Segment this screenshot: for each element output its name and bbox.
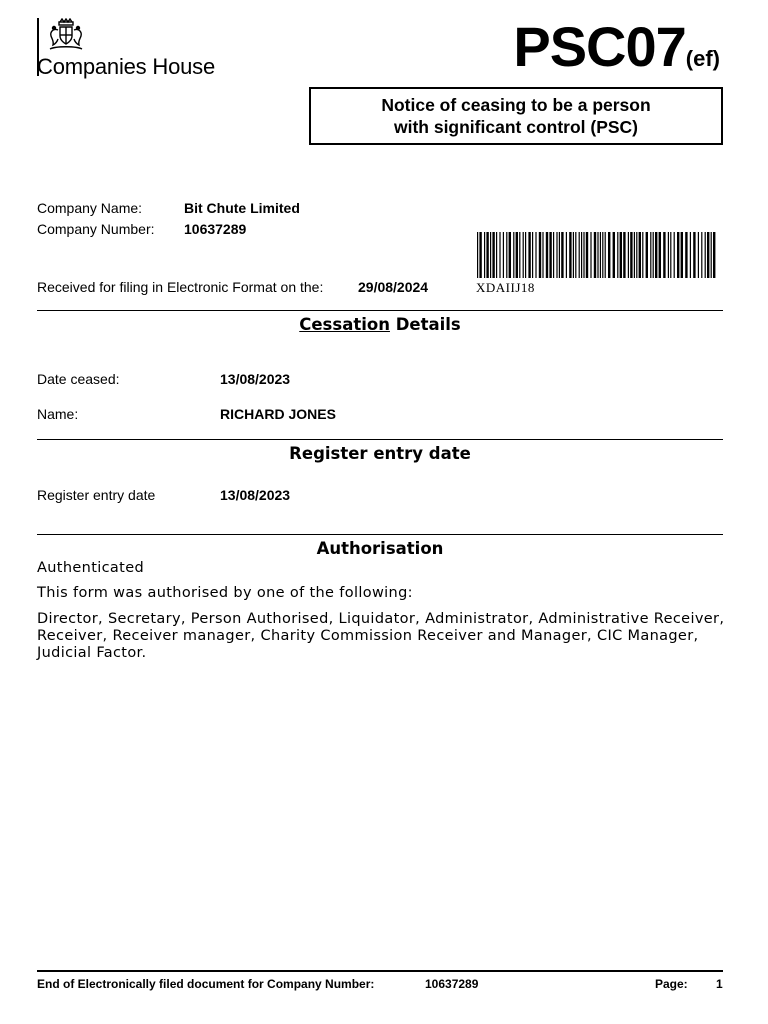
barcode-bar <box>546 232 548 278</box>
barcode-bar <box>646 232 648 278</box>
register-entry-value: 13/08/2023 <box>220 487 291 503</box>
barcode-bar <box>569 232 571 278</box>
company-number-label: Company Number: <box>37 221 155 237</box>
barcode-bar <box>620 232 622 278</box>
barcode-bar <box>639 232 641 278</box>
barcode-bar <box>535 232 536 278</box>
barcode-bar <box>486 232 488 278</box>
barcode-bar <box>528 232 530 278</box>
barcode-bar <box>711 232 712 278</box>
form-title-line1: Notice of ceasing to be a person <box>381 95 651 115</box>
company-number-value: 10637289 <box>184 221 247 237</box>
barcode-bar <box>602 232 603 278</box>
barcode-bar <box>509 232 511 278</box>
barcode-bar <box>525 232 526 278</box>
barcode-bar <box>579 232 580 278</box>
register-entry-label: Register entry date <box>37 487 156 503</box>
cessation-heading-underlined: Cessation <box>299 315 390 334</box>
barcode-bar <box>519 232 520 278</box>
barcode-bar <box>617 232 618 278</box>
form-code-main: PSC07 <box>513 15 686 78</box>
barcode-bar <box>581 232 582 278</box>
authorisation-status: Authenticated <box>37 560 145 576</box>
barcode-bar <box>506 232 507 278</box>
company-name-label: Company Name: <box>37 200 143 216</box>
section-divider <box>37 534 723 535</box>
barcode-bar <box>650 232 651 278</box>
barcode-bar <box>600 232 601 278</box>
psc-name-label: Name: <box>37 406 79 422</box>
barcode-bar <box>642 232 643 278</box>
form-title <box>381 94 650 138</box>
barcode-bar <box>597 232 598 278</box>
form-title-box <box>309 87 723 145</box>
organisation-name: Companies House <box>37 54 215 79</box>
barcode-bar <box>605 232 606 278</box>
received-date: 29/08/2024 <box>358 279 429 295</box>
authorisation-roles-line1: Director, Secretary, Person Authorised, Liquidator, Administrator, Administrative Receiver, <box>37 611 725 627</box>
barcode-bar <box>542 232 543 278</box>
form-title-line2: with significant control (PSC) <box>393 117 639 137</box>
barcode-bar <box>707 232 709 278</box>
barcode-bar <box>549 232 551 278</box>
barcode-bar <box>590 232 591 278</box>
company-name-value: Bit Chute Limited <box>184 200 300 216</box>
cessation-heading <box>37 315 723 334</box>
footer-divider <box>37 970 723 972</box>
barcode-bar <box>516 232 518 278</box>
barcode-bar <box>553 232 554 278</box>
barcode-bar <box>484 232 485 278</box>
barcode-bar <box>636 232 637 278</box>
barcode-bar <box>653 232 654 278</box>
authorisation-heading: Authorisation <box>316 539 444 558</box>
barcode-bar <box>705 232 706 278</box>
barcode-bar <box>477 232 478 278</box>
barcode-bar <box>586 232 588 278</box>
form-code-suffix: (ef) <box>685 46 720 71</box>
barcode-bar <box>492 232 494 278</box>
date-ceased-value: 13/08/2023 <box>220 371 291 387</box>
barcode-bar <box>690 232 691 278</box>
barcode-bar <box>677 232 679 278</box>
barcode-bar <box>490 232 491 278</box>
barcode-bar <box>594 232 596 278</box>
barcode-bar <box>655 232 657 278</box>
psc-name-value: RICHARD JONES <box>220 406 336 422</box>
barcode-bar <box>681 232 683 278</box>
barcode-bar <box>608 232 610 278</box>
barcode-bar <box>630 232 632 278</box>
register-heading: Register entry date <box>289 444 471 463</box>
authorisation-roles-line3: Judicial Factor. <box>37 645 147 661</box>
barcode-bar <box>561 232 563 278</box>
barcode-bar <box>659 232 661 278</box>
barcode-bar <box>539 232 541 278</box>
barcode-bar <box>701 232 702 278</box>
barcode-bar <box>532 232 533 278</box>
barcode-bar <box>698 232 699 278</box>
barcode-bar <box>663 232 665 278</box>
barcode-bar <box>628 232 629 278</box>
barcode-bar <box>559 232 560 278</box>
barcode-bar <box>503 232 504 278</box>
form-code <box>513 14 720 79</box>
footer-page-number: 1 <box>716 977 723 991</box>
date-ceased-label: Date ceased: <box>37 371 120 387</box>
authorisation-intro: This form was authorised by one of the following: <box>37 585 413 601</box>
barcode-bar <box>479 232 481 278</box>
authorisation-roles-line2: Receiver, Receiver manager, Charity Commission Receiver and Manager, CIC Manager, <box>37 628 699 644</box>
footer-end-label: End of Electronically filed document for Company Number: <box>37 977 375 991</box>
barcode-bar <box>713 232 715 278</box>
barcode-bar <box>499 232 500 278</box>
barcode-bar <box>670 232 671 278</box>
section-divider <box>37 439 723 440</box>
barcode-text: XDAIIJ18 <box>476 280 535 295</box>
barcode-bar <box>693 232 695 278</box>
barcode-bar <box>634 232 635 278</box>
barcode-bar <box>496 232 497 278</box>
barcode-bar <box>674 232 675 278</box>
barcode-bar <box>513 232 514 278</box>
barcode-bar <box>566 232 567 278</box>
barcode-bar <box>668 232 669 278</box>
barcode-bar <box>523 232 524 278</box>
royal-crest-icon <box>46 18 86 54</box>
barcode-bar <box>556 232 557 278</box>
barcode-bar <box>623 232 625 278</box>
barcode-bar <box>613 232 615 278</box>
barcode-bar <box>583 232 584 278</box>
footer-page-label: Page: <box>655 977 688 991</box>
cessation-heading-rest: Details <box>389 315 461 334</box>
barcode <box>476 232 718 278</box>
received-label: Received for filing in Electronic Format on the: <box>37 279 324 295</box>
barcode-bar <box>685 232 687 278</box>
section-divider <box>37 310 723 311</box>
barcode-bar <box>575 232 576 278</box>
footer-company-number: 10637289 <box>425 977 479 991</box>
barcode-bar <box>573 232 574 278</box>
